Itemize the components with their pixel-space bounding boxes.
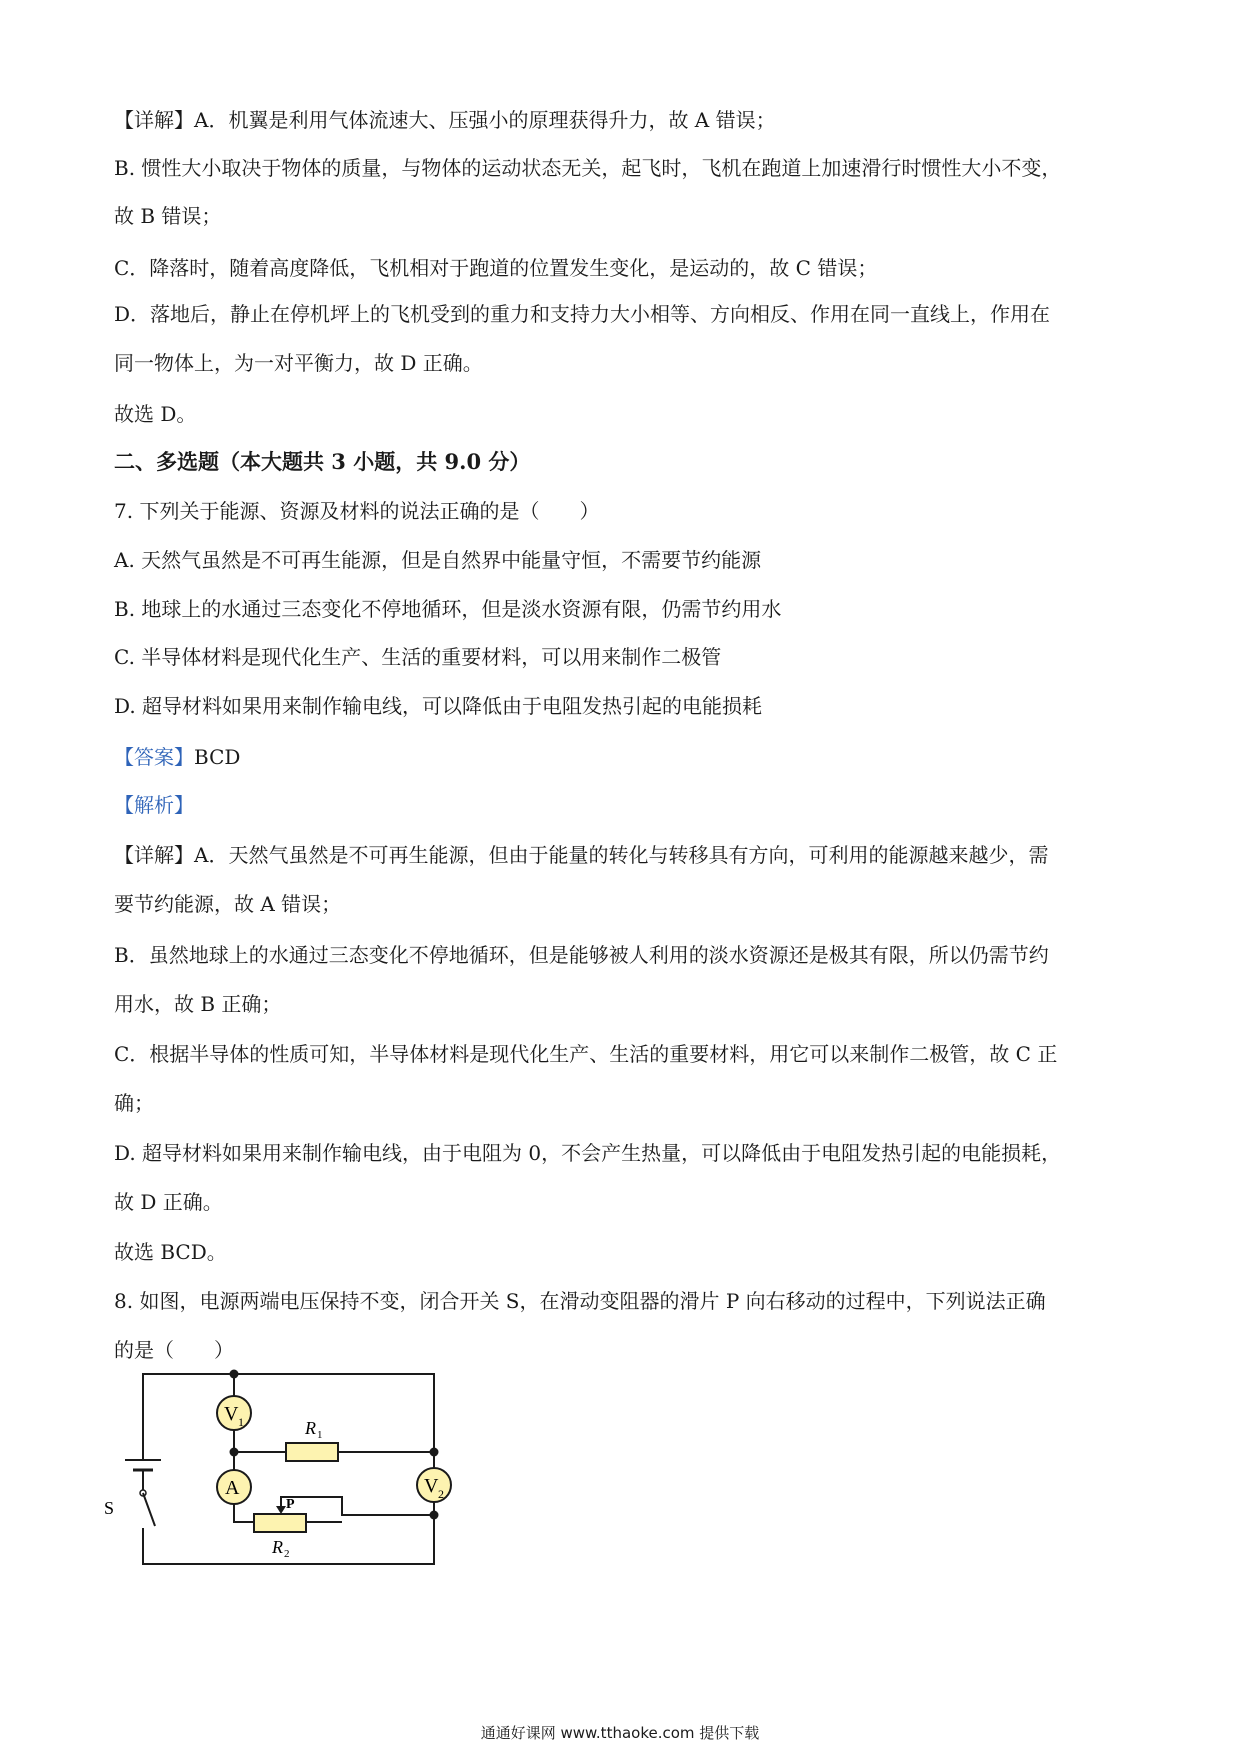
answer-tag: 【答案】 xyxy=(114,745,194,769)
option-d: D. 超导材料如果用来制作输电线，可以降低由于电阻发热引起的电能损耗 xyxy=(114,694,763,718)
voltmeter-v2-label: V xyxy=(424,1475,439,1497)
option-c: C. 半导体材料是现代化生产、生活的重要材料，可以用来制作二极管 xyxy=(114,645,722,669)
voltmeter-v1-label: V xyxy=(224,1403,239,1425)
slider-arrow-icon xyxy=(276,1506,286,1514)
option-a: A. 天然气虽然是不可再生能源，但是自然界中能量守恒，不需要节约能源 xyxy=(114,548,762,572)
ammeter-label: A xyxy=(225,1477,240,1499)
rheostat-r2-subscript: 2 xyxy=(284,1548,290,1560)
resistor-r1-label: R xyxy=(305,1418,316,1438)
detail-line: 故 D 正确。 xyxy=(114,1190,223,1214)
detail-line: 要节约能源，故 A 错误； xyxy=(114,892,342,916)
junction-dot xyxy=(230,1370,239,1379)
question-stem: 的是（ ） xyxy=(114,1338,234,1362)
junction-dot xyxy=(430,1511,439,1520)
junction-dot xyxy=(230,1448,239,1457)
switch-label: S xyxy=(104,1498,115,1518)
footer-watermark: 通通好课网 www.tthaoke.com 提供下载 xyxy=(480,1724,760,1742)
detail-line: 【详解】A．天然气虽然是不可再生能源，但由于能量的转化与转移具有方向，可利用的能源越来越少，需 xyxy=(114,843,1049,867)
question-stem: 7. 下列关于能源、资源及材料的说法正确的是（ ） xyxy=(114,499,600,523)
junction-dot xyxy=(430,1448,439,1457)
detail-line: 用水，故 B 正确； xyxy=(114,992,282,1016)
detail-line: C．根据半导体的性质可知，半导体材料是现代化生产、生活的重要材料，用它可以来制作二极管，故 C 正 xyxy=(114,1042,1058,1066)
answer-value: BCD xyxy=(194,745,241,769)
explanation-line: B. 惯性大小取决于物体的质量，与物体的运动状态无关，起飞时，飞机在跑道上加速滑行时惯性大小不变， xyxy=(114,156,1062,180)
circuit-wires xyxy=(143,1374,434,1564)
resistor-r1 xyxy=(286,1443,338,1461)
explanation-line: C．降落时，随着高度降低，飞机相对于跑道的位置发生变化，是运动的，故 C 错误； xyxy=(114,256,878,280)
voltmeter-v1-subscript: 1 xyxy=(238,1415,244,1429)
explanation-line: D．落地后，静止在停机坪上的飞机受到的重力和支持力大小相等、方向相反、作用在同一直线上，作用在 xyxy=(114,302,1051,326)
voltmeter-v2-subscript: 2 xyxy=(438,1487,444,1501)
resistor-r1-subscript: 1 xyxy=(317,1429,323,1441)
detail-line: B．虽然地球上的水通过三态变化不停地循环，但是能够被人利用的淡水资源还是极其有限，所以仍需节约 xyxy=(114,943,1049,967)
section-heading: 二、多选题（本大题共 3 小题，共 9.0 分） xyxy=(114,449,531,474)
rheostat-r2-label: R xyxy=(272,1537,283,1557)
slider-label: P xyxy=(286,1497,295,1512)
conclusion-line: 故选 D。 xyxy=(114,402,197,426)
option-b: B. 地球上的水通过三态变化不停地循环，但是淡水资源有限，仍需节约用水 xyxy=(114,597,782,621)
explanation-line: 【详解】A．机翼是利用气体流速大、压强小的原理获得升力，故 A 错误； xyxy=(114,108,776,132)
detail-line: D. 超导材料如果用来制作输电线，由于电阻为 0，不会产生热量，可以降低由于电阻发热引起的电能损耗， xyxy=(114,1141,1062,1165)
rheostat-r2 xyxy=(254,1514,306,1532)
answer-line xyxy=(114,743,1134,771)
explanation-line: 故 B 错误； xyxy=(114,204,222,228)
switch-icon xyxy=(143,1493,155,1526)
explanation-line: 同一物体上，为一对平衡力，故 D 正确。 xyxy=(114,351,483,375)
conclusion-line: 故选 BCD。 xyxy=(114,1240,227,1264)
detail-line: 确； xyxy=(114,1091,154,1115)
analysis-tag: 【解析】 xyxy=(114,793,194,817)
question-stem: 8. 如图，电源两端电压保持不变，闭合开关 S，在滑动变阻器的滑片 P 向右移动的过程中，下列说法正确 xyxy=(114,1289,1046,1313)
circuit-diagram xyxy=(100,1352,480,1602)
